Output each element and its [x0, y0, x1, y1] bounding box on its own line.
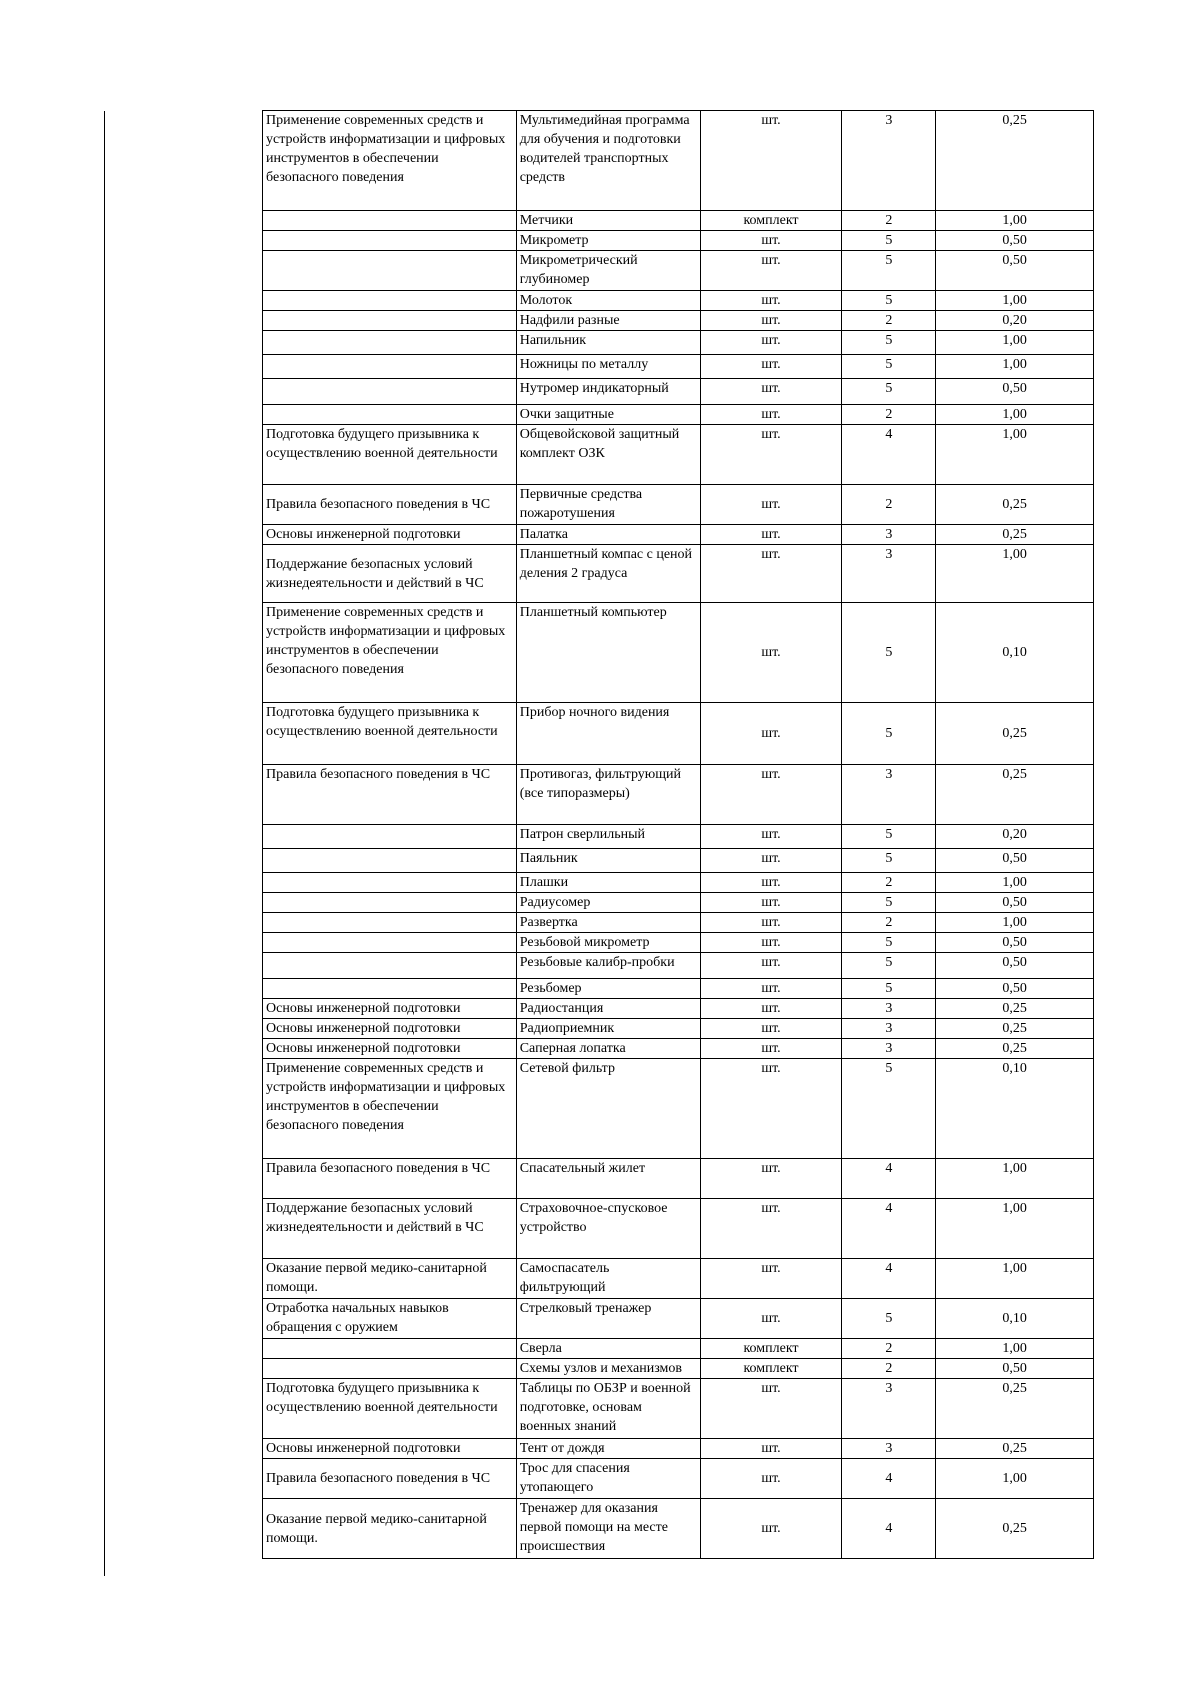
coefficient-cell: 0,25: [936, 703, 1094, 765]
quantity-cell: 2: [842, 1339, 936, 1359]
unit-cell: шт.: [700, 379, 842, 405]
table-row: [263, 849, 1094, 873]
item-cell: Сверла: [516, 1339, 700, 1359]
item-cell: Планшетный компьютер: [516, 603, 700, 703]
item-cell: Прибор ночного видения: [516, 703, 700, 765]
item-cell: Первичные средства пожаротушения: [516, 485, 700, 525]
section-cell: [263, 1339, 517, 1359]
table-row: [263, 1159, 1094, 1199]
unit-cell: шт.: [700, 291, 842, 311]
coefficient-cell: 0,50: [936, 849, 1094, 873]
coefficient-cell: 0,50: [936, 979, 1094, 999]
quantity-cell: 2: [842, 311, 936, 331]
table-row: [263, 1499, 1094, 1559]
quantity-cell: 5: [842, 849, 936, 873]
section-cell: [263, 825, 517, 849]
table-row: [263, 425, 1094, 485]
quantity-cell: 5: [842, 1299, 936, 1339]
coefficient-cell: 0,25: [936, 765, 1094, 825]
coefficient-cell: 0,50: [936, 893, 1094, 913]
coefficient-cell: 1,00: [936, 1459, 1094, 1499]
coefficient-cell: 0,25: [936, 1379, 1094, 1439]
coefficient-cell: 0,25: [936, 111, 1094, 211]
section-cell: [263, 331, 517, 355]
item-cell: Общевойсковой защитный комплект ОЗК: [516, 425, 700, 485]
section-cell: Оказание первой медико-санитарной помощи.: [263, 1499, 517, 1559]
unit-cell: шт.: [700, 331, 842, 355]
coefficient-cell: 0,50: [936, 1359, 1094, 1379]
section-cell: [263, 355, 517, 379]
unit-cell: шт.: [700, 545, 842, 603]
quantity-cell: 3: [842, 545, 936, 603]
coefficient-cell: 1,00: [936, 211, 1094, 231]
item-cell: Планшетный компас с ценой деления 2 градуса: [516, 545, 700, 603]
section-cell: [263, 849, 517, 873]
section-cell: Применение современных средств и устройств информатизации и цифровых инструментов в обеспечении безопасного поведения: [263, 603, 517, 703]
unit-cell: шт.: [700, 1019, 842, 1039]
quantity-cell: 3: [842, 1019, 936, 1039]
item-cell: Саперная лопатка: [516, 1039, 700, 1059]
coefficient-cell: 0,50: [936, 379, 1094, 405]
unit-cell: шт.: [700, 1059, 842, 1159]
item-cell: Схемы узлов и механизмов: [516, 1359, 700, 1379]
quantity-cell: 4: [842, 1459, 936, 1499]
unit-cell: шт.: [700, 1439, 842, 1459]
coefficient-cell: 1,00: [936, 405, 1094, 425]
section-cell: [263, 933, 517, 953]
quantity-cell: 2: [842, 873, 936, 893]
coefficient-cell: 0,50: [936, 953, 1094, 979]
table-row: [263, 953, 1094, 979]
item-cell: Радиоприемник: [516, 1019, 700, 1039]
unit-cell: шт.: [700, 825, 842, 849]
table-row: [263, 1299, 1094, 1339]
quantity-cell: 5: [842, 291, 936, 311]
unit-cell: комплект: [700, 1359, 842, 1379]
section-cell: Оказание первой медико-санитарной помощи.: [263, 1259, 517, 1299]
quantity-cell: 5: [842, 379, 936, 405]
section-cell: Отработка начальных навыков обращения с оружием: [263, 1299, 517, 1339]
table-row: [263, 933, 1094, 953]
item-cell: Радиостанция: [516, 999, 700, 1019]
table-row: [263, 1459, 1094, 1499]
item-cell: Сетевой фильтр: [516, 1059, 700, 1159]
unit-cell: шт.: [700, 405, 842, 425]
section-cell: Подготовка будущего призывника к осуществлению военной деятельности: [263, 425, 517, 485]
unit-cell: шт.: [700, 849, 842, 873]
table-row: [263, 873, 1094, 893]
table-row: [263, 765, 1094, 825]
table-row: [263, 331, 1094, 355]
quantity-cell: 2: [842, 1359, 936, 1379]
item-cell: Радиусомер: [516, 893, 700, 913]
coefficient-cell: 0,25: [936, 1019, 1094, 1039]
coefficient-cell: 1,00: [936, 291, 1094, 311]
item-cell: Резьбовые калибр-пробки: [516, 953, 700, 979]
section-cell: [263, 291, 517, 311]
unit-cell: шт.: [700, 525, 842, 545]
table-row: [263, 251, 1094, 291]
unit-cell: шт.: [700, 1199, 842, 1259]
unit-cell: шт.: [700, 111, 842, 211]
coefficient-cell: 1,00: [936, 425, 1094, 485]
item-cell: Метчики: [516, 211, 700, 231]
unit-cell: шт.: [700, 355, 842, 379]
quantity-cell: 3: [842, 1439, 936, 1459]
unit-cell: шт.: [700, 999, 842, 1019]
item-cell: Патрон сверлильный: [516, 825, 700, 849]
table-row: [263, 1039, 1094, 1059]
unit-cell: шт.: [700, 1299, 842, 1339]
table-row: [263, 913, 1094, 933]
item-cell: Надфили разные: [516, 311, 700, 331]
quantity-cell: 5: [842, 953, 936, 979]
table-row: [263, 485, 1094, 525]
item-cell: Тренажер для оказания первой помощи на месте происшествия: [516, 1499, 700, 1559]
coefficient-cell: 0,25: [936, 1499, 1094, 1559]
coefficient-cell: 1,00: [936, 1339, 1094, 1359]
section-cell: Правила безопасного поведения в ЧС: [263, 765, 517, 825]
section-cell: [263, 1359, 517, 1379]
section-cell: Основы инженерной подготовки: [263, 999, 517, 1019]
quantity-cell: 5: [842, 355, 936, 379]
equipment-table-body: [263, 111, 1094, 1559]
left-margin-rule: [104, 111, 105, 1576]
quantity-cell: 2: [842, 211, 936, 231]
item-cell: Нутромер индикаторный: [516, 379, 700, 405]
unit-cell: шт.: [700, 913, 842, 933]
quantity-cell: 2: [842, 485, 936, 525]
section-cell: [263, 873, 517, 893]
item-cell: Мультимедийная программа для обучения и подготовки водителей транспортных средств: [516, 111, 700, 211]
table-row: [263, 703, 1094, 765]
quantity-cell: 4: [842, 425, 936, 485]
table-row: [263, 525, 1094, 545]
quantity-cell: 5: [842, 251, 936, 291]
coefficient-cell: 0,25: [936, 485, 1094, 525]
table-row: [263, 1199, 1094, 1259]
quantity-cell: 5: [842, 979, 936, 999]
item-cell: Тент от дождя: [516, 1439, 700, 1459]
coefficient-cell: 0,10: [936, 1299, 1094, 1339]
section-cell: Применение современных средств и устройств информатизации и цифровых инструментов в обеспечении безопасного поведения: [263, 111, 517, 211]
table-row: [263, 231, 1094, 251]
item-cell: Очки защитные: [516, 405, 700, 425]
item-cell: Палатка: [516, 525, 700, 545]
coefficient-cell: 0,25: [936, 525, 1094, 545]
section-cell: [263, 953, 517, 979]
coefficient-cell: 0,20: [936, 311, 1094, 331]
quantity-cell: 4: [842, 1499, 936, 1559]
item-cell: Спасательный жилет: [516, 1159, 700, 1199]
coefficient-cell: 1,00: [936, 1259, 1094, 1299]
section-cell: [263, 893, 517, 913]
item-cell: Таблицы по ОБЗР и военной подготовке, основам военных знаний: [516, 1379, 700, 1439]
section-cell: Подготовка будущего призывника к осуществлению военной деятельности: [263, 1379, 517, 1439]
quantity-cell: 5: [842, 893, 936, 913]
unit-cell: шт.: [700, 311, 842, 331]
item-cell: Резьбомер: [516, 979, 700, 999]
quantity-cell: 4: [842, 1259, 936, 1299]
coefficient-cell: 1,00: [936, 1199, 1094, 1259]
coefficient-cell: 0,25: [936, 1039, 1094, 1059]
table-row: [263, 545, 1094, 603]
section-cell: [263, 231, 517, 251]
unit-cell: шт.: [700, 425, 842, 485]
unit-cell: шт.: [700, 1159, 842, 1199]
table-row: [263, 1059, 1094, 1159]
table-row: [263, 1379, 1094, 1439]
coefficient-cell: 0,25: [936, 1439, 1094, 1459]
unit-cell: шт.: [700, 603, 842, 703]
coefficient-cell: 0,25: [936, 999, 1094, 1019]
table-row: [263, 355, 1094, 379]
section-cell: Основы инженерной подготовки: [263, 525, 517, 545]
item-cell: Самоспасатель фильтрующий: [516, 1259, 700, 1299]
section-cell: Поддержание безопасных условий жизнедеятельности и действий в ЧС: [263, 545, 517, 603]
section-cell: [263, 979, 517, 999]
coefficient-cell: 0,10: [936, 603, 1094, 703]
coefficient-cell: 1,00: [936, 873, 1094, 893]
item-cell: Резьбовой микрометр: [516, 933, 700, 953]
quantity-cell: 3: [842, 1039, 936, 1059]
table-row: [263, 379, 1094, 405]
quantity-cell: 5: [842, 825, 936, 849]
equipment-table: [262, 110, 1094, 1559]
unit-cell: шт.: [700, 1459, 842, 1499]
quantity-cell: 5: [842, 603, 936, 703]
unit-cell: шт.: [700, 703, 842, 765]
table-row: [263, 999, 1094, 1019]
section-cell: Правила безопасного поведения в ЧС: [263, 485, 517, 525]
item-cell: Стрелковый тренажер: [516, 1299, 700, 1339]
item-cell: Трос для спасения утопающего: [516, 1459, 700, 1499]
table-row: [263, 603, 1094, 703]
coefficient-cell: 0,50: [936, 933, 1094, 953]
quantity-cell: 5: [842, 933, 936, 953]
section-cell: [263, 211, 517, 231]
section-cell: Правила безопасного поведения в ЧС: [263, 1159, 517, 1199]
table-row: [263, 291, 1094, 311]
coefficient-cell: 0,50: [936, 231, 1094, 251]
table-row: [263, 979, 1094, 999]
quantity-cell: 2: [842, 913, 936, 933]
table-row: [263, 1259, 1094, 1299]
table-row: [263, 311, 1094, 331]
section-cell: Основы инженерной подготовки: [263, 1439, 517, 1459]
quantity-cell: 5: [842, 231, 936, 251]
unit-cell: шт.: [700, 1039, 842, 1059]
coefficient-cell: 0,50: [936, 251, 1094, 291]
quantity-cell: 2: [842, 405, 936, 425]
unit-cell: шт.: [700, 765, 842, 825]
unit-cell: шт.: [700, 1379, 842, 1439]
section-cell: [263, 405, 517, 425]
section-cell: Подготовка будущего призывника к осуществлению военной деятельности: [263, 703, 517, 765]
unit-cell: шт.: [700, 1499, 842, 1559]
quantity-cell: 5: [842, 331, 936, 355]
quantity-cell: 3: [842, 1379, 936, 1439]
coefficient-cell: 1,00: [936, 545, 1094, 603]
unit-cell: шт.: [700, 251, 842, 291]
item-cell: Страховочное-спусковое устройство: [516, 1199, 700, 1259]
quantity-cell: 5: [842, 703, 936, 765]
unit-cell: шт.: [700, 873, 842, 893]
table-row: [263, 1339, 1094, 1359]
table-row: [263, 893, 1094, 913]
item-cell: Напильник: [516, 331, 700, 355]
item-cell: Молоток: [516, 291, 700, 311]
coefficient-cell: 1,00: [936, 331, 1094, 355]
unit-cell: шт.: [700, 485, 842, 525]
unit-cell: шт.: [700, 933, 842, 953]
quantity-cell: 3: [842, 765, 936, 825]
section-cell: [263, 251, 517, 291]
table-row: [263, 1019, 1094, 1039]
coefficient-cell: 1,00: [936, 1159, 1094, 1199]
unit-cell: шт.: [700, 1259, 842, 1299]
coefficient-cell: 1,00: [936, 355, 1094, 379]
section-cell: [263, 913, 517, 933]
item-cell: Противогаз, фильтрующий (все типоразмеры): [516, 765, 700, 825]
item-cell: Ножницы по металлу: [516, 355, 700, 379]
unit-cell: шт.: [700, 979, 842, 999]
coefficient-cell: 0,10: [936, 1059, 1094, 1159]
coefficient-cell: 0,20: [936, 825, 1094, 849]
quantity-cell: 5: [842, 1059, 936, 1159]
section-cell: Применение современных средств и устройств информатизации и цифровых инструментов в обеспечении безопасного поведения: [263, 1059, 517, 1159]
table-row: [263, 111, 1094, 211]
item-cell: Плашки: [516, 873, 700, 893]
section-cell: Правила безопасного поведения в ЧС: [263, 1459, 517, 1499]
quantity-cell: 3: [842, 525, 936, 545]
quantity-cell: 4: [842, 1159, 936, 1199]
unit-cell: шт.: [700, 231, 842, 251]
item-cell: Микрометрический глубиномер: [516, 251, 700, 291]
item-cell: Развертка: [516, 913, 700, 933]
quantity-cell: 3: [842, 999, 936, 1019]
unit-cell: шт.: [700, 893, 842, 913]
unit-cell: комплект: [700, 1339, 842, 1359]
table-row: [263, 825, 1094, 849]
item-cell: Паяльник: [516, 849, 700, 873]
unit-cell: шт.: [700, 953, 842, 979]
quantity-cell: 4: [842, 1199, 936, 1259]
table-row: [263, 405, 1094, 425]
section-cell: Основы инженерной подготовки: [263, 1039, 517, 1059]
unit-cell: комплект: [700, 211, 842, 231]
section-cell: [263, 311, 517, 331]
section-cell: Основы инженерной подготовки: [263, 1019, 517, 1039]
section-cell: Поддержание безопасных условий жизнедеятельности и действий в ЧС: [263, 1199, 517, 1259]
table-row: [263, 1439, 1094, 1459]
quantity-cell: 3: [842, 111, 936, 211]
section-cell: [263, 379, 517, 405]
item-cell: Микрометр: [516, 231, 700, 251]
table-row: [263, 211, 1094, 231]
coefficient-cell: 1,00: [936, 913, 1094, 933]
table-row: [263, 1359, 1094, 1379]
